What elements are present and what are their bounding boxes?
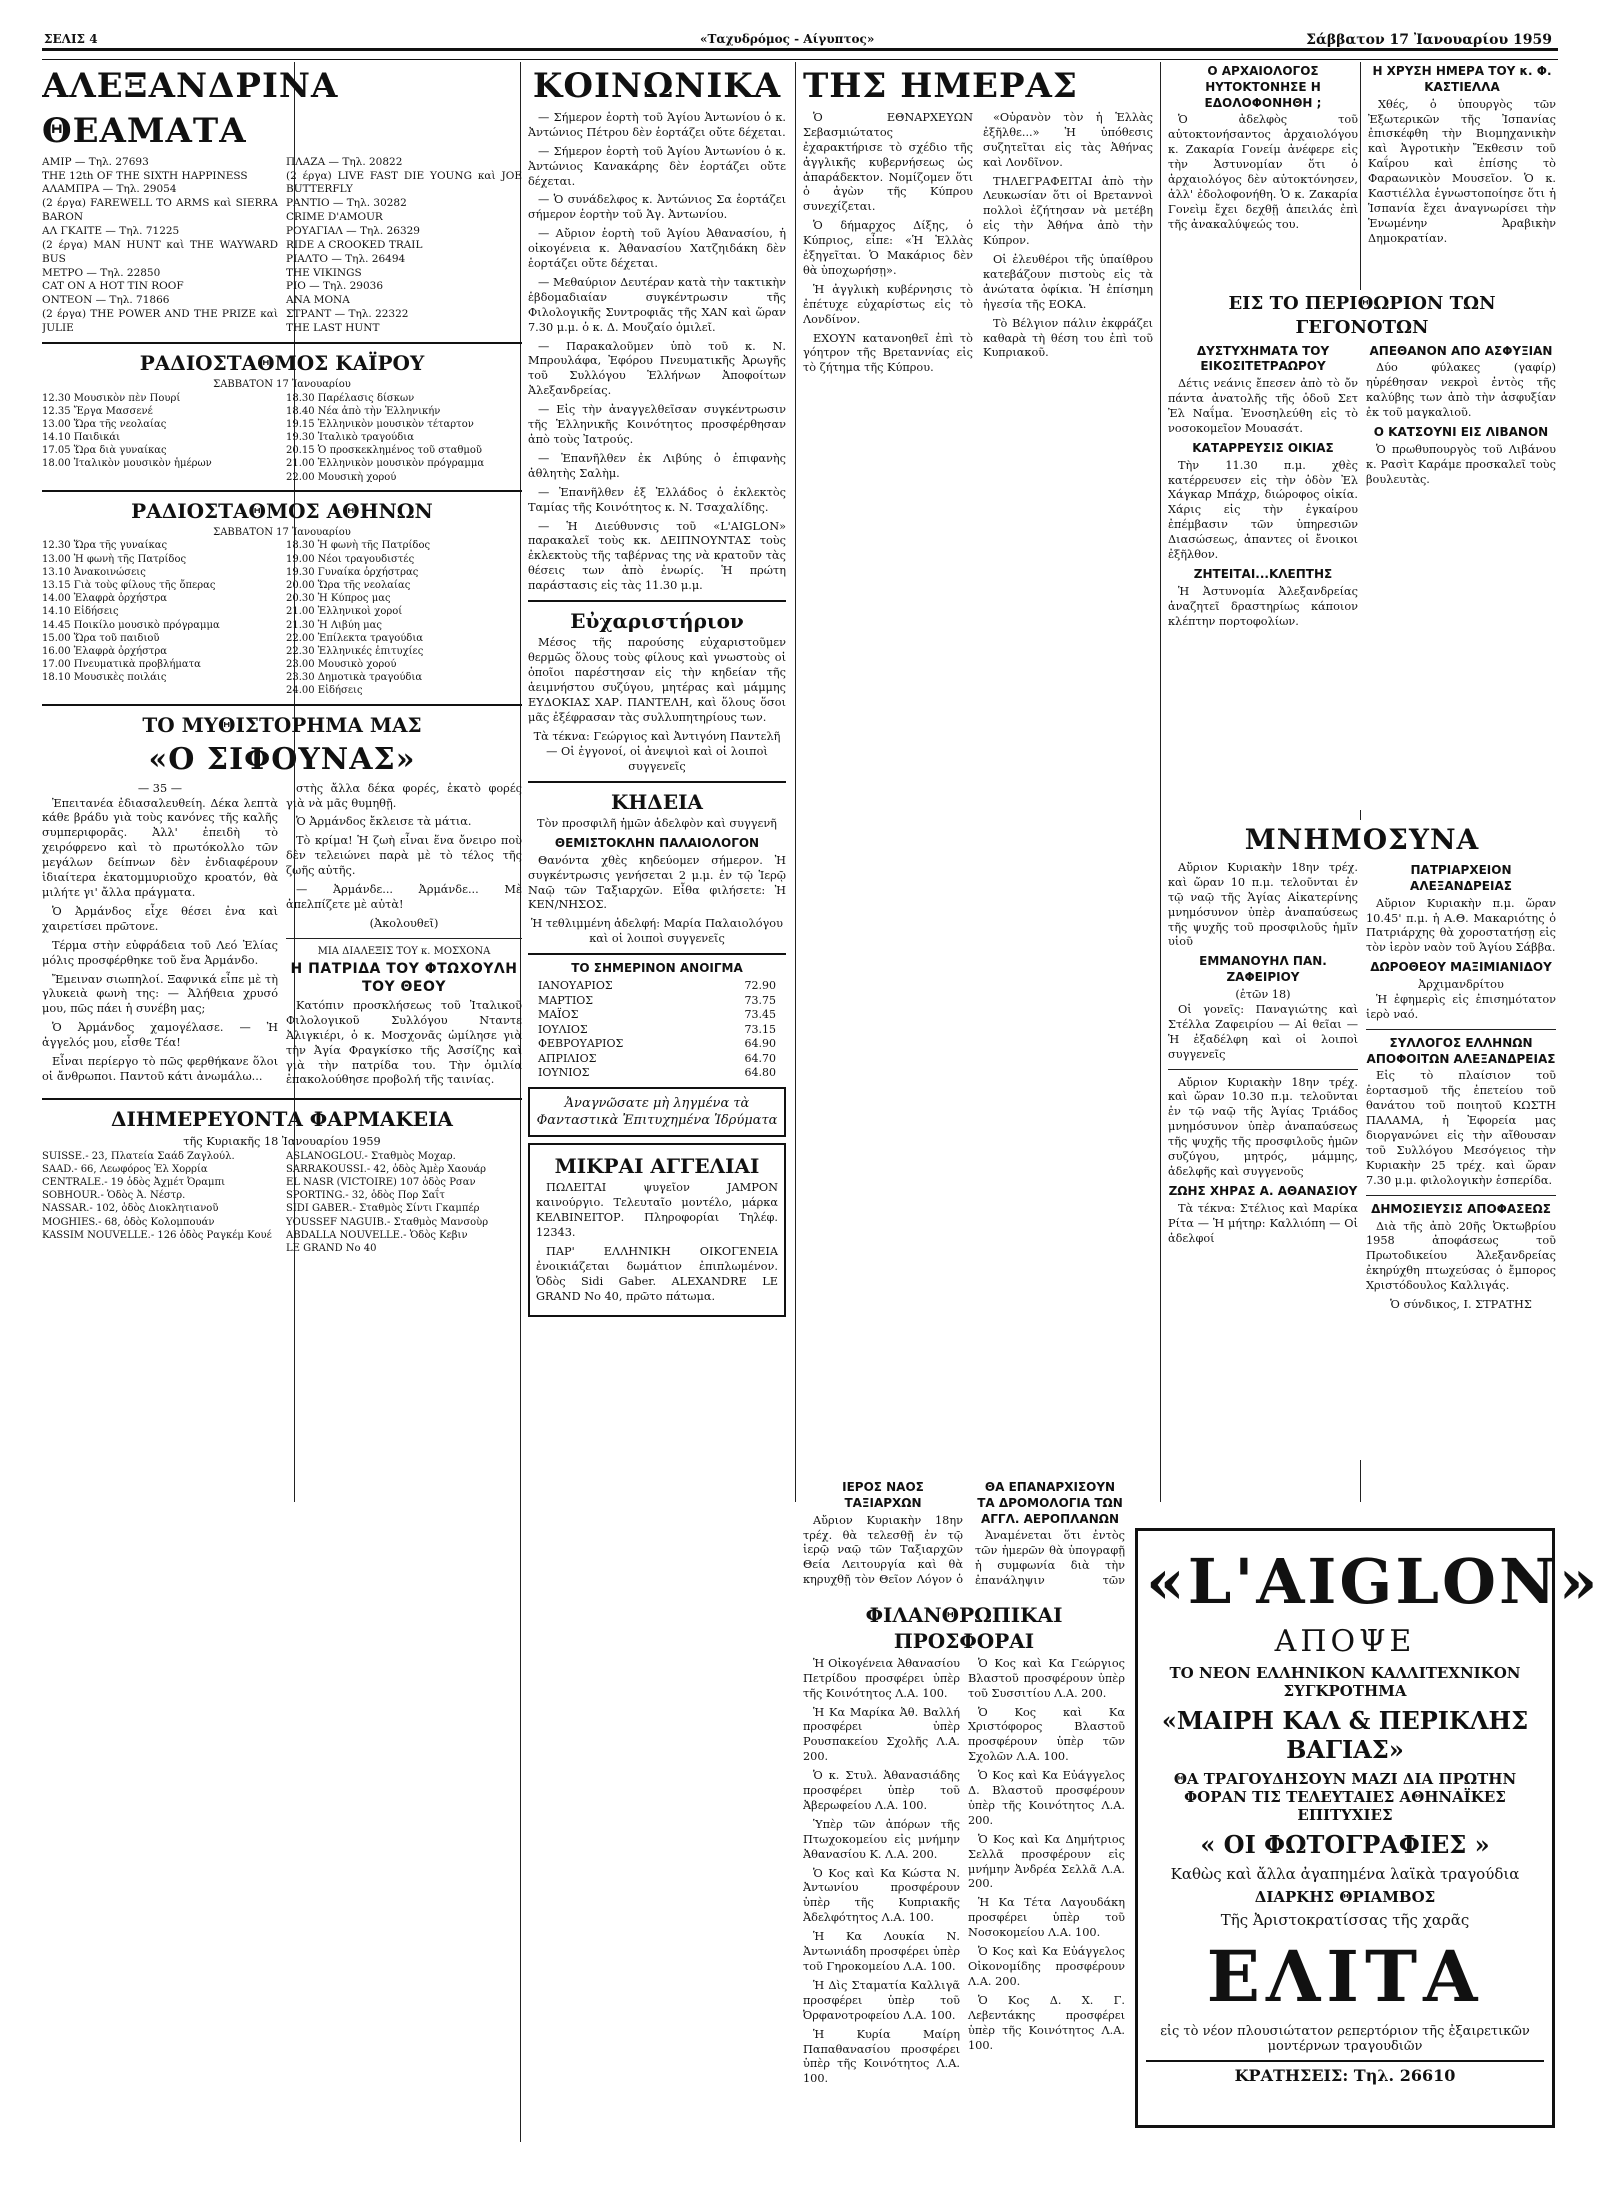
- price-row: [528, 1023, 786, 1038]
- radio-program: 19.30 Ἰταλικὸ τραγούδια: [286, 432, 414, 444]
- ad-line: ΘΑ ΤΡΑΓΟΥΔΗΣΟΥΝ ΜΑΖΙ ΔΙΑ ΠΡΩΤΗΝ ΦΟΡΑΝ ΤΙΣ ΤΕΛΕΥΤΑΙΕΣ ΑΘΗΝΑΪΚΕΣ ΕΠΙΤΥΧΙΕΣ: [1173, 1770, 1517, 1824]
- theatre-listing: (2 έργα) LIVE FAST DIE YOUNG καὶ JOE BUTTERFLY: [286, 169, 522, 196]
- day-item: Ἡ ἀγγλικὴ κυβέρνησις τὸ ἐπέτυχε εὐχαρίστως εἰς τὸ Λονδίνον.: [803, 282, 973, 326]
- theatres-right-list: [286, 156, 522, 336]
- theatre-listing: ΜΕΤΡΟ — Τηλ. 22850: [42, 266, 161, 279]
- day-column: [803, 62, 1153, 1502]
- price-row: [528, 1066, 786, 1081]
- prices-title: ΤΟ ΣΗΜΕΡΙΝΟΝ ΑΝΟΙΓΜΑ: [571, 961, 743, 976]
- theatre-listing: ΟΝΤΕΟΝ — Τηλ. 71866: [42, 294, 170, 307]
- social-item: — Ἐπανῆλθεν ἐξ Ἑλλάδος ὁ ἐκλεκτὸς Ταμίας τῆς Κοινότητος κ. Ν. Τσαχαλίδης.: [528, 485, 786, 514]
- funeral-intro: Τὸν προσφιλῆ ἡμῶν ἀδελφὸν καὶ συγγενῆ: [537, 817, 777, 830]
- price-month: ΜΑΡΤΙΟΣ: [538, 993, 594, 1007]
- thanks-title: Εὐχαριστήριον: [570, 609, 744, 634]
- death-title: ΑΠΕΘΑΝΟΝ ΑΠΟ ΑΣΦΥΞΙΑΝ: [1369, 343, 1553, 358]
- radio-program: 17.05 Ὥρα διὰ γυναίκας: [42, 445, 167, 457]
- column-rule: [795, 62, 796, 1502]
- patriarchate-role: Ἀρχιμανδρίτου: [1418, 978, 1504, 992]
- radio-cairo-date: ΣΑΒΒΑΤΟΝ 17 Ἰανουαρίου: [213, 379, 351, 391]
- social-title: ΚΟΙΝΩΝΙΚΑ: [532, 66, 782, 106]
- day-title: ΤΗΣ ΗΜΕΡΑΣ: [803, 66, 1078, 106]
- radio-program: 21.30 Ἡ Λιβύη μας: [286, 619, 382, 631]
- theatre-listing: (2 έργα) THE POWER AND THE PRIZE καὶ JULIE: [42, 308, 278, 335]
- radio-cairo-right: [286, 392, 522, 484]
- column-rule: [1160, 62, 1161, 1502]
- wanted-title: ΖΗΤΕΙΤΑΙ...ΚΛΕΠΤΗΣ: [1193, 566, 1333, 581]
- day-item: ΕΧΟΥΝ κατανοηθεῖ ἐπὶ τὸ γόητρον τῆς Βρεταννίας εἰς τὸ ζήτημα τῆς Κύπρου.: [803, 331, 973, 375]
- charity-section: [803, 1600, 1125, 2140]
- radio-program: 24.00 Εἰδήσεις: [286, 685, 363, 697]
- memorial-columns: [1168, 861, 1556, 1317]
- memorial-b-name: ΖΩΗΣ ΧΗΡΑΣ Α. ΑΘΑΝΑΣΙΟΥ: [1168, 1183, 1358, 1198]
- radio-program: 22.30 Ἑλληνικές ἐπιτυχίες: [286, 645, 424, 657]
- ad-reservations: ΚΡΑΤΗΣΕΙΣ: Τηλ. 26610: [1146, 2060, 1544, 2085]
- charity-item: Ἡ Οἰκογένεια Ἀθανασίου Πετρίδου προσφέρει ὑπὲρ τῆς Κοινότητος Λ.Α. 100.: [803, 1656, 960, 1700]
- novel-continued: (Ἀκολουθεῖ): [369, 916, 439, 930]
- novel-paragraph: Ὁ Ἀρμάνδος χαμογέλασε. — Ἡ ἀγγελός μου, εἶσθε Τέα!: [42, 1021, 278, 1050]
- classified-item: ΠΩΛΕΙΤΑΙ ψυγεῖον JAMPON καινούργιο. Τελευταῖο μοντέλο, μάρκα ΚΕΛΒΙΝΕΙΤΟΡ. Πληροφορίαι Τηλέφ. 12343.: [536, 1181, 778, 1240]
- radio-program: 14.00 Ἑλαφρὰ ὀρχήστρα: [42, 593, 168, 605]
- pharmacy-entry: CENTRALE.- 19 ὁδὸς Ἀχμέτ Ὀραμπι: [42, 1177, 226, 1189]
- patriarchate-name: ΔΩΡΟΘΕΟΥ ΜΑΞΙΜΙΑΝΙΔΟΥ: [1370, 960, 1552, 975]
- margin-title: ΕΙΣ ΤΟ ΠΕΡΙΘΩΡΙΟΝ ΤΩΝ ΓΕΓΟΝΟΤΩΝ: [1228, 293, 1496, 338]
- novel-paragraph: Ἐπειτανέα ἐδιασαλευθείη. Δέκα λεπτὰ κάθε βράδυ γιὰ τοὺς κανόνες τῆς καλῆς συμπεριφορᾶς. Ἀλλ' ἐπειδὴ τὸ χειρόφρενο καὶ τὸ πρωτόκολλο τῶν μεγάλων δείπνων δὲν ἐνδιαφέρουν ἰδιαίτερα ἐκατομμυριοῦχο κροατόν, θὰ μιλήτε γι' ἄλλα πράγματα.: [42, 796, 278, 899]
- pharmacy-entry: SARRAKOUSSI.- 42, ὁδὸς Ἀμὲρ Χαουάρ: [286, 1163, 487, 1175]
- price-row: [528, 994, 786, 1009]
- charity-columns: [803, 1657, 1125, 2091]
- theatres-title: ΑΛΕΞΑΝΔΡΙΝΑ ΘΕΑΜΑΤΑ: [42, 66, 339, 151]
- novel-paragraph: Εἶναι περίεργο τὸ πῶς φερθήκανε ὅλοι οἱ ἄνθρωποι. Παντοῦ κάτι ἀνωμάλω...: [42, 1055, 278, 1083]
- theatre-listing: ΑΜΙΡ — Τηλ. 27693: [42, 155, 149, 168]
- patriarchate-title: ΠΑΤΡΙΑΡΧΕΙΟΝ ΑΛΕΞΑΝΔΡΕΙΑΣ: [1410, 862, 1512, 893]
- radio-program: 20.00 Ὥρα τῆς νεολαίας: [286, 579, 411, 591]
- theatre-listing: (2 έργα) MAN HUNT καὶ THE WAYWARD BUS: [42, 238, 278, 265]
- price-value: 64.90: [744, 1037, 776, 1051]
- social-item: — Σήμερον ἑορτὴ τοῦ Ἁγίου Ἀντωνίου ὁ κ. Ἀντώνιος Κανακάρης δὲν ἑορτάζει οὔτε δέχεται.: [528, 144, 786, 188]
- newspaper-name: «Ταχυδρόμος - Αίγυπτος»: [700, 32, 875, 46]
- divider: [528, 953, 786, 955]
- theatre-listing: ΡΙΑΛΤΟ — Τηλ. 26494: [286, 252, 406, 265]
- pharmacy-entry: SPORTING.- 32, ὁδὸς Πορ Σαΐτ: [286, 1190, 445, 1202]
- charity-item: Ὁ Κος καὶ Κα Δημήτριος Σελλᾶ προσφέρουν εἰς μνήμην Ἀνδρέα Σελλᾶ Λ.Α. 200.: [968, 1832, 1125, 1891]
- theatre-listing: ΡΑΝΤΙΟ — Τηλ. 30282: [286, 197, 407, 210]
- race-body: Ἀναμένεται ὅτι ἐντὸς τῶν ἡμερῶν θὰ ὑπογραφῇ ἡ συμφωνία διὰ τὴν ἐπανάληψιν τῶν: [975, 1529, 1125, 1588]
- memorial-b-sign: Τὰ τέκνα: Στέλιος καὶ Μαρίκα Ρίτα — Ἡ μήτηρ: Καλλιόπη — Οἱ ἀδελφοί: [1168, 1201, 1358, 1245]
- death-body: Δύο φύλακες (γαφίρ) ηὑρέθησαν νεκροὶ ἐντὸς τῆς καλύβης των ἀπὸ τὴν ἀσφυξίαν ἐκ τοῦ μαγκαλιοῦ.: [1366, 361, 1556, 420]
- alumni-body: Εἰς τὸ πλαίσιον τοῦ ἑορτασμοῦ τῆς ἐπετείου τοῦ θανάτου τοῦ ποιητοῦ ΚΩΣΤΗ ΠΑΛΑΜΑ, ἡ Ἐφορεία μας διοργανώνει εἰς τὴν αἴθουσαν τοῦ Συλλόγου Μεσόγειος τὴν Κυριακὴν 25 τρέχ. καὶ ὥραν 7.30 μ.μ. φιλολογικὴν ἑσπερίδα.: [1366, 1069, 1556, 1187]
- theatre-listing: ΣΤΡΑΝΤ — Τηλ. 22322: [286, 308, 409, 321]
- novel-paragraph: Ὁ Ἀρμάνδος εἶχε θέσει ἐνα καὶ χαιρετίσει πρῶτονε.: [42, 904, 278, 933]
- memorial-a-sign: Οἱ γονεῖς: Παναγιώτης καὶ Στέλλα Ζαφειρίου — Αἱ θεῖαι — Ἡ ἐξαδέλφη καὶ οἱ λοιποὶ συγγενεῖς: [1168, 1002, 1358, 1061]
- price-value: 73.15: [744, 1022, 776, 1036]
- novel-section-title: ΤΟ ΜΥΘΙΣΤΟΡΗΜΑ ΜΑΣ: [142, 712, 422, 737]
- church-title: ΙΕΡΟΣ ΝΑΟΣ ΤΑΞΙΑΡΧΩΝ: [842, 1480, 924, 1510]
- theatre-listing: CRIME D'AMOUR: [286, 211, 383, 224]
- classified-item: ΠΑΡ' ΕΛΛΗΝΙΚΗ ΟΙΚΟΓΕΝΕΙΑ ἐνοικιάζεται δωμάτιον ἐπιπλωμένον. Ὁδὸς Sidi Gaber. ALEXANDRE LE GRAND No 40, πρῶτο πάτωμα.: [536, 1244, 778, 1303]
- funeral-name: ΘΕΜΙΣΤΟΚΛΗΝ ΠΑΛΑΙΟΛΟΓΟΝ: [554, 835, 760, 850]
- issue-date: Σάββατον 17 Ἰανουαρίου 1959: [1306, 32, 1552, 48]
- race-section: [975, 1478, 1125, 1588]
- church-section: [803, 1478, 963, 1588]
- cedar-title: Ο ΚΑΤΣΟΥΝΙ ΕΙΣ ΛΙΒΑΝΟΝ: [1373, 424, 1549, 439]
- radio-program: 17.00 Πνευματικὰ προβλήματα: [42, 659, 201, 671]
- radio-program: 14.45 Ποικίλο μουσικὸ πρόγραμμα: [42, 619, 220, 631]
- price-month: ΙΟΥΛΙΟΣ: [538, 1022, 588, 1036]
- radio-program: 14.10 Παιδικάι: [42, 432, 121, 444]
- radio-athens-title: ΡΑΔΙΟΣΤΑΘΜΟΣ ΑΘΗΝΩΝ: [131, 498, 433, 523]
- memorial-a-name: ΕΜΜΑΝΟΥΗΛ ΠΑΝ. ΖΑΦΕΙΡΙΟΥ: [1199, 954, 1327, 985]
- novel-paragraph: Ἔμειναν σιωπηλοί. Ξαφνικά εἶπε μὲ τὴ γλυκειὰ φωνὴ της: — Ἀλήθεια χρυσό μου, πῶς πάει ἡ συνέβη μας;: [42, 972, 278, 1016]
- classifieds-items: [536, 1181, 778, 1304]
- masthead-rule: [42, 48, 1558, 60]
- funeral-title: ΚΗΔΕΙΑ: [611, 789, 703, 814]
- memorial-a-age: (ἐτῶν 18): [1235, 988, 1291, 1002]
- radio-program: 13.10 Ἀνακοινώσεις: [42, 566, 146, 578]
- day-items: [803, 111, 1153, 376]
- ad-song: « ΟΙ ΦΩΤΟΓΡΑΦΙΕΣ »: [1200, 1830, 1490, 1859]
- charity-item: Ὁ Κος καὶ Κα Εὐάγγελος Οἰκονομίδης προσφέρουν Λ.Α. 200.: [968, 1945, 1125, 1988]
- notice-box: Ἀναγνῶσατε μὴ ληγμένα τὰ Φανταστικὰ Ἐπιτυχημένα Ἱδρύματα: [528, 1087, 786, 1137]
- pharmacies-subtitle: τῆς Κυριακῆς 18 Ἰανουαρίου 1959: [183, 1134, 381, 1148]
- radio-program: 20.15 Ὁ προσκεκλημένος τοῦ σταθμοῦ: [286, 445, 482, 457]
- cedar-body: Ὁ πρωθυπουργὸς τοῦ Λιβάνου κ. Ρασὶτ Καράμε προσκαλεῖ τοὺς βουλευτὰς.: [1366, 442, 1556, 486]
- divider: [286, 938, 522, 939]
- thanks-body: Μέσος τῆς παρούσης εὐχαριστοῦμεν θερμῶς ὅλους τοὺς φίλους καὶ γνωστοὺς οἱ ὁποῖοι παρέστησαν εἰς τὴν κηδείαν τῆς ἀειμνήστου συζύγου, μητέρας καὶ μάμμης ΕΥΔΟΚΙΑΣ ΧΑΡ. ΠΑΝΤΕΛΗ, καὶ ὅλους ὅσοι μᾶς ἐξέφρασαν τὰς συλλυπητηρίους των.: [528, 636, 786, 724]
- charity-item: Ὁ Κος καὶ Κα Χριστόφορος Βλαστοῦ προσφέρουν ὑπὲρ τῶν Σχολῶν Λ.Α. 100.: [968, 1705, 1125, 1764]
- price-month: ΑΠΡΙΛΙΟΣ: [538, 1051, 597, 1065]
- radio-athens-schedule: [42, 539, 522, 697]
- radio-program: 13.00 Ὥρα τῆς νεολαίας: [42, 418, 167, 430]
- radio-program: 12.30 Μουσικὸν πὲν Πουρί: [42, 392, 181, 404]
- charity-item: Ὁ κ. Στυλ. Ἀθανασιάδης προσφέρει ὑπὲρ τοῦ Ἀβερωφείου Λ.Α. 100.: [803, 1769, 960, 1812]
- social-item: — Αὔριον ἑορτὴ τοῦ Ἁγίου Ἀθανασίου, ἡ οἰκογένεια κ. Ἀθανασίου Χατζηιδάκη δὲν ἑορτάζει οὔτε δέχεται.: [528, 227, 786, 271]
- radio-program: 18.00 Ἰταλικὸν μουσικὸν ἡμέρων: [42, 458, 212, 470]
- price-month: ΙΑΝΟΥΑΡΙΟΣ: [538, 979, 613, 992]
- theatre-listing: ΑΛ ΓΚΑΙΤΕ — Τηλ. 71225: [42, 225, 180, 238]
- accidents-title: ΔΥΣΤΥΧΗΜΑΤΑ ΤΟΥ ΕΙΚΟΣΙΤΕΤΡΑΩΡΟΥ: [1196, 343, 1330, 374]
- radio-program: 21.00 Ἑλληνικὸν μουσικὸν πρόγραμμα: [286, 458, 485, 470]
- divider: [42, 704, 522, 706]
- ad-line: ΤΟ ΝΕΟΝ ΕΛΛΗΝΙΚΟΝ ΚΑΛΛΙΤΕΧΝΙΚΟΝ ΣΥΓΚΡΟΤΗΜΑ: [1169, 1664, 1521, 1700]
- price-month: ΜΑΪΟΣ: [538, 1008, 579, 1022]
- charity-item: Ὁ Κος καὶ Κα Εὐάγγελος Δ. Βλαστοῦ προσφέρουν ὑπὲρ τῆς Κοινότητος Λ.Α. 200.: [968, 1769, 1125, 1827]
- pharmacies-list: [42, 1150, 522, 1256]
- radio-program: 21.00 Ἑλληνικοὶ χοροί: [286, 606, 403, 618]
- collapse-body: Τὴν 11.30 π.μ. χθὲς κατέρρευσεν εἰς τὴν ὁδὸν Ἐλ Χάγκαρ Μπάχρ, διώροφος οἰκία. Χάρις εἰς τὴν ἐγκαίρου ἐπέμβασιν τῶν ὑπηρεσιῶν Διασώσεως, ἀπαντες οἱ ἔνοικοι ἐξῆλθον.: [1168, 458, 1358, 562]
- radio-cairo-title: ΡΑΔΙΟΣΤΑΘΜΟΣ ΚΑΪΡΟΥ: [139, 350, 425, 375]
- social-item: — Ἐπανῆλθεν ἐκ Λιβύης ὁ ἐπιφανὴς ἀθλητὴς Σαλὴμ.: [528, 451, 786, 480]
- price-row: [528, 1008, 786, 1023]
- price-value: 73.75: [744, 993, 776, 1007]
- classifieds-title: ΜΙΚΡΑΙ ΑΓΓΕΛΙΑΙ: [554, 1153, 760, 1178]
- pharmacy-entry: ASLANOGLOU.- Σταθμὸς Μοχαρ.: [286, 1150, 456, 1162]
- price-row: [528, 979, 786, 994]
- radio-program: 19.15 Ἑλληνικὸν μουσικὸν τέταρτον: [286, 418, 474, 430]
- day-item: Ὁ ΕΘΝΑΡΧΕΥΩΝ Σεβασμιώτατος ἐχαρακτήρισε τὸ σχέδιο τῆς ἀγγλικῆς κυβερνήσεως ὡς ἀπαράδεκτον. Νομίζομεν ὅτι ὁ ἀγὼν τῆς Κύπρου συνεχίζεται.: [803, 110, 973, 214]
- price-value: 73.45: [744, 1008, 776, 1022]
- charity-title: ΦΙΛΑΝΘΡΩΠΙΚΑΙ ΠΡΟΣΦΟΡΑΙ: [865, 1603, 1063, 1654]
- radio-program: 22.00 Ἐπίλεκτα τραγούδια: [286, 632, 423, 644]
- divider: [42, 342, 522, 344]
- social-item: — Εἰς τὴν ἀναγγελθεῖσαν συγκέντρωσιν τῆς Ἑλληνικῆς Κοινότητος προσφέρθησαν ἀπὸ τοὺς Ἰατρούς.: [528, 403, 786, 446]
- theatre-listing: ΡΙΟ — Τηλ. 29036: [286, 280, 384, 293]
- wanted-body: Ἡ Ἀστυνομία Ἀλεξανδρείας ἀναζητεῖ δραστηρίως κάποιον κλέπτην πορτοφολίων.: [1168, 584, 1358, 628]
- ad-performers: «ΜΑΙΡΗ ΚΑΛ & ΠΕΡΙΚΛΗΣ ΒΑΓΙΑΣ»: [1161, 1706, 1529, 1764]
- memorial-section: [1168, 820, 1556, 1460]
- charity-left: [803, 1657, 960, 2091]
- charity-item: Ἡ Κα Λουκία Ν. Ἀντωνιάδη προσφέρει ὑπὲρ τοῦ Γηροκομείου Λ.Α. 100.: [803, 1930, 960, 1973]
- radio-program: 23.30 Δημοτικὰ τραγούδια: [286, 672, 423, 684]
- radio-program: 18.30 Ἡ φωνὴ τῆς Πατρίδος: [286, 540, 431, 552]
- pharmacy-entry: EL NASR (VICTOIRE) 107 ὁδὸς Ρσαν: [286, 1177, 476, 1189]
- radio-athens-date: ΣΑΒΒΑΤΟΝ 17 Ἰανουαρίου: [213, 527, 351, 539]
- charity-item: Ὁ Κος Δ. Χ. Γ. Λεβεντάκης προσφέρει ὑπὲρ τῆς Κοινότητος Λ.Α. 100.: [968, 1993, 1125, 2052]
- classifieds-box: [528, 1143, 786, 1317]
- funeral-signature: Ἡ τεθλιμμένη ἀδελφή: Μαρία Παλαιολόγου καὶ οἱ λοιποὶ συγγενεῖς: [531, 917, 783, 946]
- golden-body: Χθές, ὁ ὑπουργὸς τῶν Ἐξωτερικῶν τῆς Ἰσπανίας ἐπισκέφθη τὴν Βιομηχανικὴν καὶ Ἀγροτικὴν Ἔκθεσιν τοῦ Καΐρου καὶ ἐπίσης τὸ Φαραωνικὸν Μουσεῖον. Ὁ κ. Καστιέλλα ἐγνωστοποίησε ὅτι ἡ Ἱσπανία ἔχει ἀναγνωρίσει τὴν Ἑνωμένην Ἀραβικὴν Δημοκρατίαν.: [1368, 97, 1556, 245]
- radio-program: 22.00 Μουσικὴ χορού: [286, 471, 397, 483]
- radio-athens-right: [286, 539, 522, 697]
- radio-program: 15.00 Ὥρα τοῦ παιδιοῦ: [42, 632, 160, 644]
- ad-line: Τῆς Ἀριστοκρατίσσας τῆς χαρᾶς: [1220, 1911, 1470, 1929]
- theatre-listing: ΠΛΑΖΑ — Τηλ. 20822: [286, 155, 403, 168]
- ad-line: εἰς τὸ νέον πλουσιώτατον ρεπερτόριον τῆς ἐξαιρετικῶν μοντέρνων τραγουδιῶν: [1160, 2024, 1530, 2054]
- pharmacy-entry: MOGHIES.- 68, ὁδὸς Κολομπουάν: [42, 1216, 215, 1228]
- pharmacy-entry: LE GRAND No 40: [286, 1242, 377, 1254]
- price-value: 64.70: [744, 1051, 776, 1065]
- social-column: [528, 62, 786, 2122]
- divider: [1366, 1195, 1556, 1196]
- radio-program: 19.00 Νέοι τραγουδιστές: [286, 553, 415, 565]
- radio-cairo-left: [42, 392, 278, 484]
- pharmacy-entry: SOBHOUR.- Ὁδὸς Ἀ. Νέστρ.: [42, 1190, 186, 1202]
- golden-title: Η ΧΡΥΣΗ ΗΜΕΡΑ ΤΟΥ κ. Φ. ΚΑΣΤΙΕΛΛΑ: [1372, 64, 1552, 94]
- charity-item: Ἡ Δὶς Σταματία Καλλιγᾶ προσφέρει ὑπὲρ τοῦ Ὀρφανοτροφείου Λ.Α. 100.: [803, 1978, 960, 2022]
- pharmacies-left: [42, 1150, 278, 1256]
- memorial-b-intro: Αὔριον Κυριακὴν 18ην τρέχ. καὶ ὥραν 10.30 π.μ. τελοῦνται ἐν τῷ ναῷ τῆς Ἁγίας Τριάδος μνημόσυνον ὑπὲρ ἀναπαύσεως τῆς ψυχῆς τῆς προσφιλοῦς ἡμῶν συζύγου, μητρός, μάμμης, ἀδελφῆς καὶ συγγενοῦς: [1168, 1075, 1358, 1179]
- thanks-signature: Τὰ τέκνα: Γεώργιος καὶ Ἀντιγόνη Παντελῆ — Οἱ ἐγγονοί, οἱ ἀνεψιοὶ καὶ οἱ λοιποὶ συγγενεῖς: [533, 729, 781, 773]
- theatre-listing: ΡΟΥΑΓΙΑΛ — Τηλ. 26329: [286, 225, 420, 238]
- charity-item: Ἡ Κυρία Μαίρη Παπαθανασίου προσφέρει ὑπὲρ τῆς Κοινότητος Λ.Α. 100.: [803, 2027, 960, 2086]
- day-item: ΤΗΛΕΓΡΑΦΕΙΤΑΙ ἀπὸ τὴν Λευκωσίαν ὅτι οἱ Βρεταννοὶ πολλοὶ ἐζήτησαν νὰ μετέβη εἰς τὴν Ἀθήνα ἀπὸ τὴν Κύπρον.: [983, 174, 1153, 248]
- archaeologist-body: Ὁ ἀδελφὸς τοῦ αὐτοκτονήσαντος ἀρχαιολόγου κ. Ζακαρία Γονείμ ἀνέφερε εἰς τὴν Ἀστυνομίαν ὅτι ὁ ἀρχαιολόγος δὲν αὐτοκτόνησεν, ἀλλ' ἐδολοφονήθη. Ὁ κ. Ζακαρία Γονεὶμ ἔχει δεχθῇ ἀπειλάς ἐπὶ τῆς ἀνακαλύψεώς του.: [1168, 113, 1358, 231]
- radio-program: 18.30 Παρέλασις δίσκων: [286, 392, 415, 404]
- lecture-body: Κατόπιν προσκλήσεως τοῦ Ἰταλικοῦ Φιλολογικοῦ Συλλόγου Νταντε Ἀλιγκιέρι, ὁ κ. Μοσχονᾶς ὡμίλησε γιὰ τὴν Ἀγία Φραγκίσκο τῆς Ἀσσίζης καὶ γιὰ τὴν πατρίδα του. Τὴν ὁμιλία ἐπακολούθησε προβολή τῆς ταινίας.: [286, 998, 522, 1087]
- theatre-listing: CAT ON A HOT TIN ROOF: [42, 280, 184, 293]
- theatre-listing: THE VIKINGS: [286, 266, 362, 279]
- ad-star: ΕΛΙΤΑ: [1206, 1935, 1484, 2018]
- price-row: [528, 1052, 786, 1067]
- laiglon-advertisement: [1135, 1528, 1600, 2128]
- archaeologist-title: Ο ΑΡΧΑΙΟΛΟΓΟΣ ΗΥΤΟΚΤΟΝΗΣΕ Η ΕΔΟΛΟΦΟΝΗΘΗ ;: [1204, 64, 1322, 110]
- price-month: ΙΟΥΝΙΟΣ: [538, 1066, 590, 1080]
- novel-paragraph: Τέρμα στὴν εὐφράδεια τοῦ Λεό Ἐλίας μόλις προσφέρθηκε τοῦ ἔνα Ἀρμάνδο.: [42, 938, 278, 967]
- social-item: — Σήμερον ἑορτὴ τοῦ Ἁγίου Ἀντωνίου ὁ κ. Ἀντώνιος Πέτρου δὲν ἑορτάζει οὔτε δέχεται.: [528, 110, 786, 139]
- lecture-title: Η ΠΑΤΡΙΔΑ ΤΟΥ ΦΤΩΧΟΥΛΗ ΤΟΥ ΘΕΟΥ: [290, 960, 518, 996]
- theatre-listing: THE 12th OF THE SIXTH HAPPINESS: [42, 169, 248, 182]
- pharmacies-right: [286, 1150, 522, 1256]
- prices-table: [528, 979, 786, 1081]
- divider: [528, 600, 786, 602]
- novel-number: — 35 —: [137, 781, 183, 795]
- charity-item: Ἡ Κα Τέτα Λαγουδάκη προσφέρει ὑπὲρ τοῦ Νοσοκομείου Λ.Α. 100.: [968, 1896, 1125, 1940]
- charity-item: Ὁ Κος καὶ Κα Κώστα Ν. Ἀντωνίου προσφέρουν ὑπὲρ τῆς Κυπριακῆς Ἀδελφότητος Λ.Α. 100.: [803, 1866, 960, 1925]
- radio-program: 16.00 Ἑλαφρὰ ὀρχήστρα: [42, 645, 168, 657]
- theatre-listing: RIDE A CROOKED TRAIL: [286, 238, 423, 251]
- radio-program: 18.10 Μουσικὲς ποιλάις: [42, 672, 167, 684]
- price-value: 72.90: [744, 979, 776, 992]
- divider: [528, 781, 786, 783]
- radio-program: 23.00 Μουσικὸ χορού: [286, 659, 397, 671]
- day-item: «Οὐρανὸν τὸν ἡ Ἑλλὰς ἐξῆλθε...» Ἡ ὑπόθεσις συζητεῖται εἰς τὰς Ἀθήνας καὶ Λονδῖνον.: [983, 110, 1153, 169]
- pharmacy-entry: ABDALLA NOUVELLE.- Ὁδὸς Κεβιν: [286, 1229, 468, 1241]
- theatre-listing: (2 έργα) FAREWELL TO ARMS καὶ SIERRA BARON: [42, 197, 278, 224]
- church-body: Αὔριον Κυριακὴν 18ην τρέχ. θὰ τελεσθῇ ἐν τῷ ἱερῷ ναῷ τῶν Ταξιαρχῶν Θεία Λειτουργία καὶ θὰ κηρυχθῇ τὸν Θεῖον Λόγον ὁ: [803, 1513, 963, 1587]
- radio-program: 20.30 Ἡ Κύπρος μας: [286, 593, 391, 605]
- collapse-title: ΚΑΤΑΡΡΕΥΣΙΣ ΟΙΚΙΑΣ: [1192, 440, 1334, 455]
- novel-paragraph: — Ἀρμάνδε... Ἀρμάνδε... Μὲ ἀπελπίζετε μὲ αὐτὰ!: [286, 883, 522, 911]
- radio-program: 13.00 Ἡ φωνὴ τῆς Πατρίδος: [42, 553, 187, 565]
- margin-section: [1168, 290, 1556, 810]
- radio-program: 12.35 Ἔργα Μασσενέ: [42, 405, 153, 417]
- radio-program: 14.10 Εἰδήσεις: [42, 606, 119, 618]
- margin-columns: [1168, 342, 1556, 634]
- ad-tonight: ΑΠΟΨΕ: [1274, 1624, 1416, 1659]
- charity-right: [968, 1657, 1125, 2091]
- race-title: ΘΑ ΕΠΑΝΑΡΧΙΣΟΥΝ ΤΑ ΔΡΟΜΟΛΟΓΙΑ ΤΩΝ ΑΓΓΛ. ΑΕΡΟΠΛΑΝΩΝ: [977, 1480, 1123, 1526]
- lecture-kicker: ΜΙΑ ΔΙΑΛΕΞΙΣ ΤΟΥ κ. ΜΟΣΧΟΝΑ: [317, 945, 491, 957]
- page-number: ΣΕΛΙΣ 4: [44, 32, 98, 46]
- novel-paragraph: Τὸ κρίμα! Ἡ ζωὴ εἶναι ἕνα ὄνειρο ποὺ δὲν τελειώνει παρὰ μὲ τὸ τέλος τῆς ζωῆς αὐτῆς.: [286, 834, 522, 878]
- memorial-title: ΜΝΗΜΟΣΥΝΑ: [1244, 823, 1480, 856]
- social-item: — Ἡ Διεύθυνσις τοῦ «L'AIGLON» παρακαλεῖ τοὺς κκ. ΔΕΙΠΝΟΥΝΤΑΣ τοὺς ἐκλεκτοὺς τῆς ταβέρνας της νὰ κρατοῦν τὰς θέσεις των ἀπὸ ἐνωρίς. Ἡ πρώτη παράστασις εἰς τὰς 11.30 μ.μ.: [528, 519, 786, 593]
- charity-item: Ἡ Κα Μαρίκα Ἀθ. Βαλλή προσφέρει ὑπὲρ Ρουσπακείου Σχολῆς Λ.Α. 200.: [803, 1705, 960, 1764]
- left-section: [42, 62, 522, 2162]
- novel-columns: [42, 782, 522, 1093]
- social-items: [528, 111, 786, 594]
- theatre-listing: THE LAST HUNT: [286, 322, 380, 335]
- divider: [1366, 1029, 1556, 1030]
- radio-athens-left: [42, 539, 278, 697]
- memorial-a-intro: Αὔριον Κυριακὴν 18ην τρέχ. καὶ ὥραν 10 π.μ. τελοῦνται ἐν τῷ ναῷ τῆς Ἁγίας Αἰκατερίνης μνημόσυνον ὑπὲρ ἀναπαύσεως τῆς ψυχῆς τοῦ προσφιλοῦς ἡμῖν υἱοῦ: [1168, 860, 1358, 949]
- day-item: Ὁ δήμαρχος Δίξης, ὁ Κύπριος, εἶπε: «Ἡ Ἑλλὰς ἐξηγεῖται. Ὁ Μακάριος δὲν θὰ ὑποχωρήσῃ».: [803, 219, 973, 277]
- radio-program: 12.30 Ὥρα τῆς γυναίκας: [42, 540, 168, 552]
- theatres-listings: [42, 156, 522, 336]
- pharmacy-entry: SAAD.- 66, Λεωφόρος Ἐλ Χορρία: [42, 1163, 208, 1175]
- day-item: Τὸ Βέλγιον πάλιν ἐκφράζει καθαρὰ τὴ θέση του ἐπὶ τοῦ Κυπριακοῦ.: [983, 316, 1153, 360]
- social-item: — Παρακαλοῦμεν ὑπὸ τοῦ κ. Ν. Μπρουλάφα, Ἐφόρου Πνευματικῆς Ἀρωγῆς τοῦ Συλλόγου Ἑλλήνων Ἀποφοίτων Ἀλεξανδρείας.: [528, 339, 786, 398]
- pharmacy-entry: KASSIM NOUVELLE.- 126 ὁδὸς Ραγκέμ Κουέ: [42, 1229, 272, 1241]
- ad-line: ΔΙΑΡΚΗΣ ΘΡΙΑΜΒΟΣ: [1254, 1888, 1436, 1906]
- pharmacy-entry: SIDI GABER.- Σταθμὸς Σίντι Γκαμπέρ: [286, 1203, 480, 1215]
- accidents-body: Δέτις νεάνις ἔπεσεν ἀπὸ τὸ ὄν πάντα ἀνατολῆς τῆς ὁδοῦ Σετ Ἐλ Ναΐμα. Ἐνοσηλεύθη εἰς τὸ νοσοκομεῖον Μουασάτ.: [1168, 377, 1358, 435]
- divider: [42, 490, 522, 492]
- social-item: — Μεθαύριον Δευτέραν κατὰ τὴν τακτικὴν ἑβδομαδιαίαν συγκέντρωσιν τῆς Φιλολογικῆς Συντροφιᾶς τῆς ΧΑΝ καὶ ὥραν 7.30 μ.μ. ὁ κ. Δ. Μουζαίο ὁμιλεῖ.: [528, 275, 786, 334]
- radio-program: 13.15 Γιὰ τοὺς φίλους τῆς ὄπερας: [42, 579, 216, 591]
- charity-item: Ὁ Κος καὶ Κα Γεώργιος Βλαστοῦ προσφέρουν ὑπὲρ τοῦ Συσσιτίου Λ.Α. 200.: [968, 1656, 1125, 1700]
- alumni-title: ΣΥΛΛΟΓΟΣ ΕΛΛΗΝΩΝ ΑΠΟΦΟΙΤΩΝ ΑΛΕΞΑΝΔΡΕΙΑΣ: [1366, 1035, 1556, 1066]
- ad-brand: «L'AIGLON»: [1146, 1545, 1600, 1618]
- pharmacy-entry: SUISSE.- 23, Πλατεία Σαάδ Ζαγλούλ.: [42, 1150, 235, 1162]
- novel-paragraph: στὴς ἄλλα δέκα φορές, ἑκατὸ φορές γιὰ νὰ μᾶς θυμηθῇ.: [286, 781, 522, 810]
- pharmacy-entry: YOUSSEF NAGUIB.- Σταθμὸς Μανσοὺρ: [286, 1216, 489, 1228]
- radio-cairo-schedule: [42, 392, 522, 484]
- patriarchate-sign: Ἡ ἐφημερὶς εἰς ἐπισημότατον ἱερὸ ναό.: [1366, 992, 1556, 1021]
- pharmacies-title: ΔΙΗΜΕΡΕΥΟΝΤΑ ΦΑΡΜΑΚΕΙΑ: [111, 1107, 453, 1132]
- divider: [42, 1098, 522, 1100]
- radio-program: 18.40 Νέα ἀπὸ τὴν Ἑλληνικήν: [286, 405, 441, 417]
- charity-item: Ὑπὲρ τῶν ἀπόρων τῆς Πτωχοκομείου εἰς μνήμην Ἀθανασίου Κ. Λ.Α. 200.: [803, 1817, 960, 1861]
- price-row: [528, 1037, 786, 1052]
- day-item: Οἱ ἐλευθέροι τῆς ὑπαίθρου κατεβάζουν πιστοὺς εἰς τὰ ἀνώτατα ὀφίκια. Ἡ ἐπίσημη ἡγεσία τῆς ΕΟΚΑ.: [983, 253, 1153, 311]
- theatre-listing: ΑΛΑΜΠΡΑ — Τηλ. 29054: [42, 183, 177, 196]
- novel-paragraph: Ὁ Ἀρμάνδος ἔκλεισε τὰ μάτια.: [296, 815, 472, 829]
- ad-line: Καθὼς καὶ ἄλλα ἀγαπημένα λαϊκὰ τραγούδια: [1170, 1865, 1520, 1883]
- pharmacy-entry: NASSAR.- 102, ὁδὸς Διοκλητιανοῦ: [42, 1203, 219, 1215]
- social-item: — Ὁ συνάδελφος κ. Ἀντώνιος Σα ἑορτάζει σήμερον ἑορτὴν τοῦ Ἁγ. Ἀντωνίου.: [528, 193, 786, 222]
- theatre-listing: ΑΝΑ ΜΟΝΑ: [286, 294, 350, 307]
- price-value: 64.80: [744, 1066, 776, 1080]
- decisions-title: ΔΗΜΟΣΙΕΥΣΙΣ ΑΠΟΦΑΣΕΩΣ: [1371, 1201, 1551, 1216]
- decisions-sign: Ὁ σύνδικος, Ι. ΣΤΡΑΤΗΣ: [1390, 1298, 1532, 1312]
- radio-program: 19.30 Γυναίκα ὀρχήστρας: [286, 566, 419, 578]
- price-month: ΦΕΒΡΟΥΑΡΙΟΣ: [538, 1037, 624, 1051]
- novel-title: «Ο ΣΙΦΟΥΝΑΣ»: [148, 742, 416, 778]
- patriarchate-body: Αὔριον Κυριακὴν π.μ. ὥραν 10.45' π.μ. ἡ Α.Θ. Μακαριότης ὁ Πατριάρχης θὰ χοροστατήσῃ εἰς τὸν ἱερὸν ναὸν τοῦ Ἁγίου Σάββα.: [1366, 896, 1556, 955]
- funeral-body: Θανόντα χθὲς κηδεύομεν σήμερον. Ἡ συγκέντρωσις γενήσεται 2 μ.μ. ἐν τῷ Ἱερῷ Ναῷ τῶν Ταξιαρχῶν. Εἶθα φιλήσετε: Ἡ ΚΕΝ/ΝΗΣΟΣ.: [528, 853, 786, 912]
- divider: [1168, 1069, 1358, 1070]
- theatres-left-list: [42, 156, 278, 336]
- decisions-body: Διὰ τῆς ἀπὸ 20ῆς Ὀκτωβρίου 1958 ἀποφάσεως τοῦ Πρωτοδικείου Ἀλεξανδρείας ἐκηρύχθη πτωχεύσας ὁ ἔμπορος Χριστόδουλος Καλλιγάς.: [1366, 1219, 1556, 1293]
